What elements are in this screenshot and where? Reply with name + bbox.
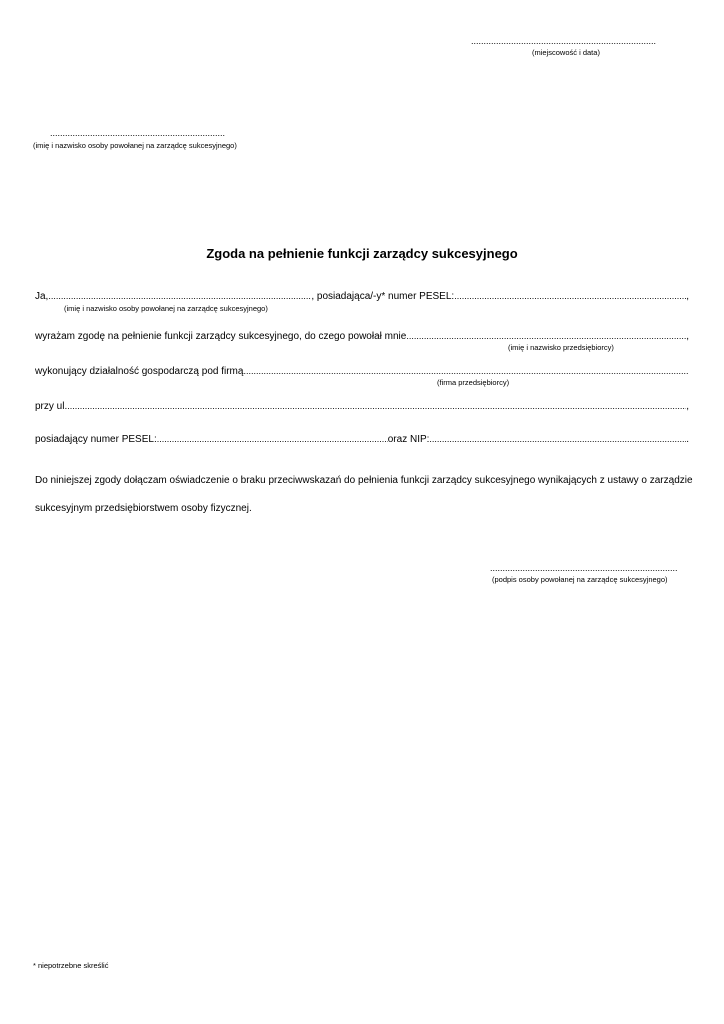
appointee-name-caption: (imię i nazwisko osoby powołanej na zarządcę sukcesyjnego) <box>33 141 237 150</box>
line2-caption: (imię i nazwisko przedsiębiorcy) <box>508 343 614 352</box>
place-date-field[interactable]: .......................................................................... <box>471 36 657 46</box>
street-field[interactable] <box>67 401 686 412</box>
line3-prefix: wykonujący działalność gospodarczą pod firmą <box>35 366 244 377</box>
line3-caption: (firma przedsiębiorcy) <box>437 378 510 387</box>
entrepreneur-pesel-field[interactable] <box>157 434 388 445</box>
line1-middle: , posiadająca/-y* numer PESEL: <box>311 291 455 302</box>
form-line-street <box>35 401 689 412</box>
line1-caption: (imię i nazwisko osoby powołanej na zarządcę sukcesyjnego) <box>64 304 268 313</box>
document-title: Zgoda na pełnienie funkcji zarządcy sukcesyjnego <box>206 246 518 261</box>
form-line-pesel-nip <box>35 434 689 445</box>
form-line-company <box>35 366 689 377</box>
entrepreneur-name-field[interactable] <box>406 331 686 342</box>
line4-prefix: przy ul. <box>35 401 68 412</box>
place-date-caption: (miejscowość i data) <box>532 48 600 57</box>
company-name-field[interactable] <box>243 366 689 377</box>
line4-suffix: , <box>686 401 689 412</box>
entrepreneur-nip-field[interactable] <box>429 434 686 445</box>
line5-suffix: . <box>686 434 689 445</box>
line2-suffix: , <box>686 331 689 342</box>
line5-middle: oraz NIP: <box>387 434 430 445</box>
form-line-consent <box>35 331 689 342</box>
line1-prefix: Ja, <box>35 291 49 302</box>
line2-prefix: wyrażam zgodę na pełnienie funkcji zarządcy sukcesyjnego, do czego powołał mnie <box>35 331 407 342</box>
line5-prefix: posiadający numer PESEL: <box>35 434 157 445</box>
appointee-pesel-field[interactable] <box>454 291 686 302</box>
form-line-name-pesel <box>35 291 689 302</box>
signature-field[interactable]: ........................................................................... <box>490 563 678 573</box>
declaration-paragraph: Do niniejszej zgody dołączam oświadczenie o braku przeciwwskazań do pełnienia funkcji zarządcy sukcesyjnego wynikających z ustawy o zarządzie sukcesyjnym przedsiębiorstwem osoby fizycznej. <box>35 475 693 514</box>
footnote: * niepotrzebne skreślić <box>33 961 109 970</box>
appointee-name-field[interactable]: ...................................................................... <box>50 128 226 138</box>
signature-caption: (podpis osoby powołanej na zarządcę sukcesyjnego) <box>492 575 668 584</box>
line1-suffix: , <box>686 291 689 302</box>
appointee-full-name-field[interactable] <box>48 291 311 302</box>
